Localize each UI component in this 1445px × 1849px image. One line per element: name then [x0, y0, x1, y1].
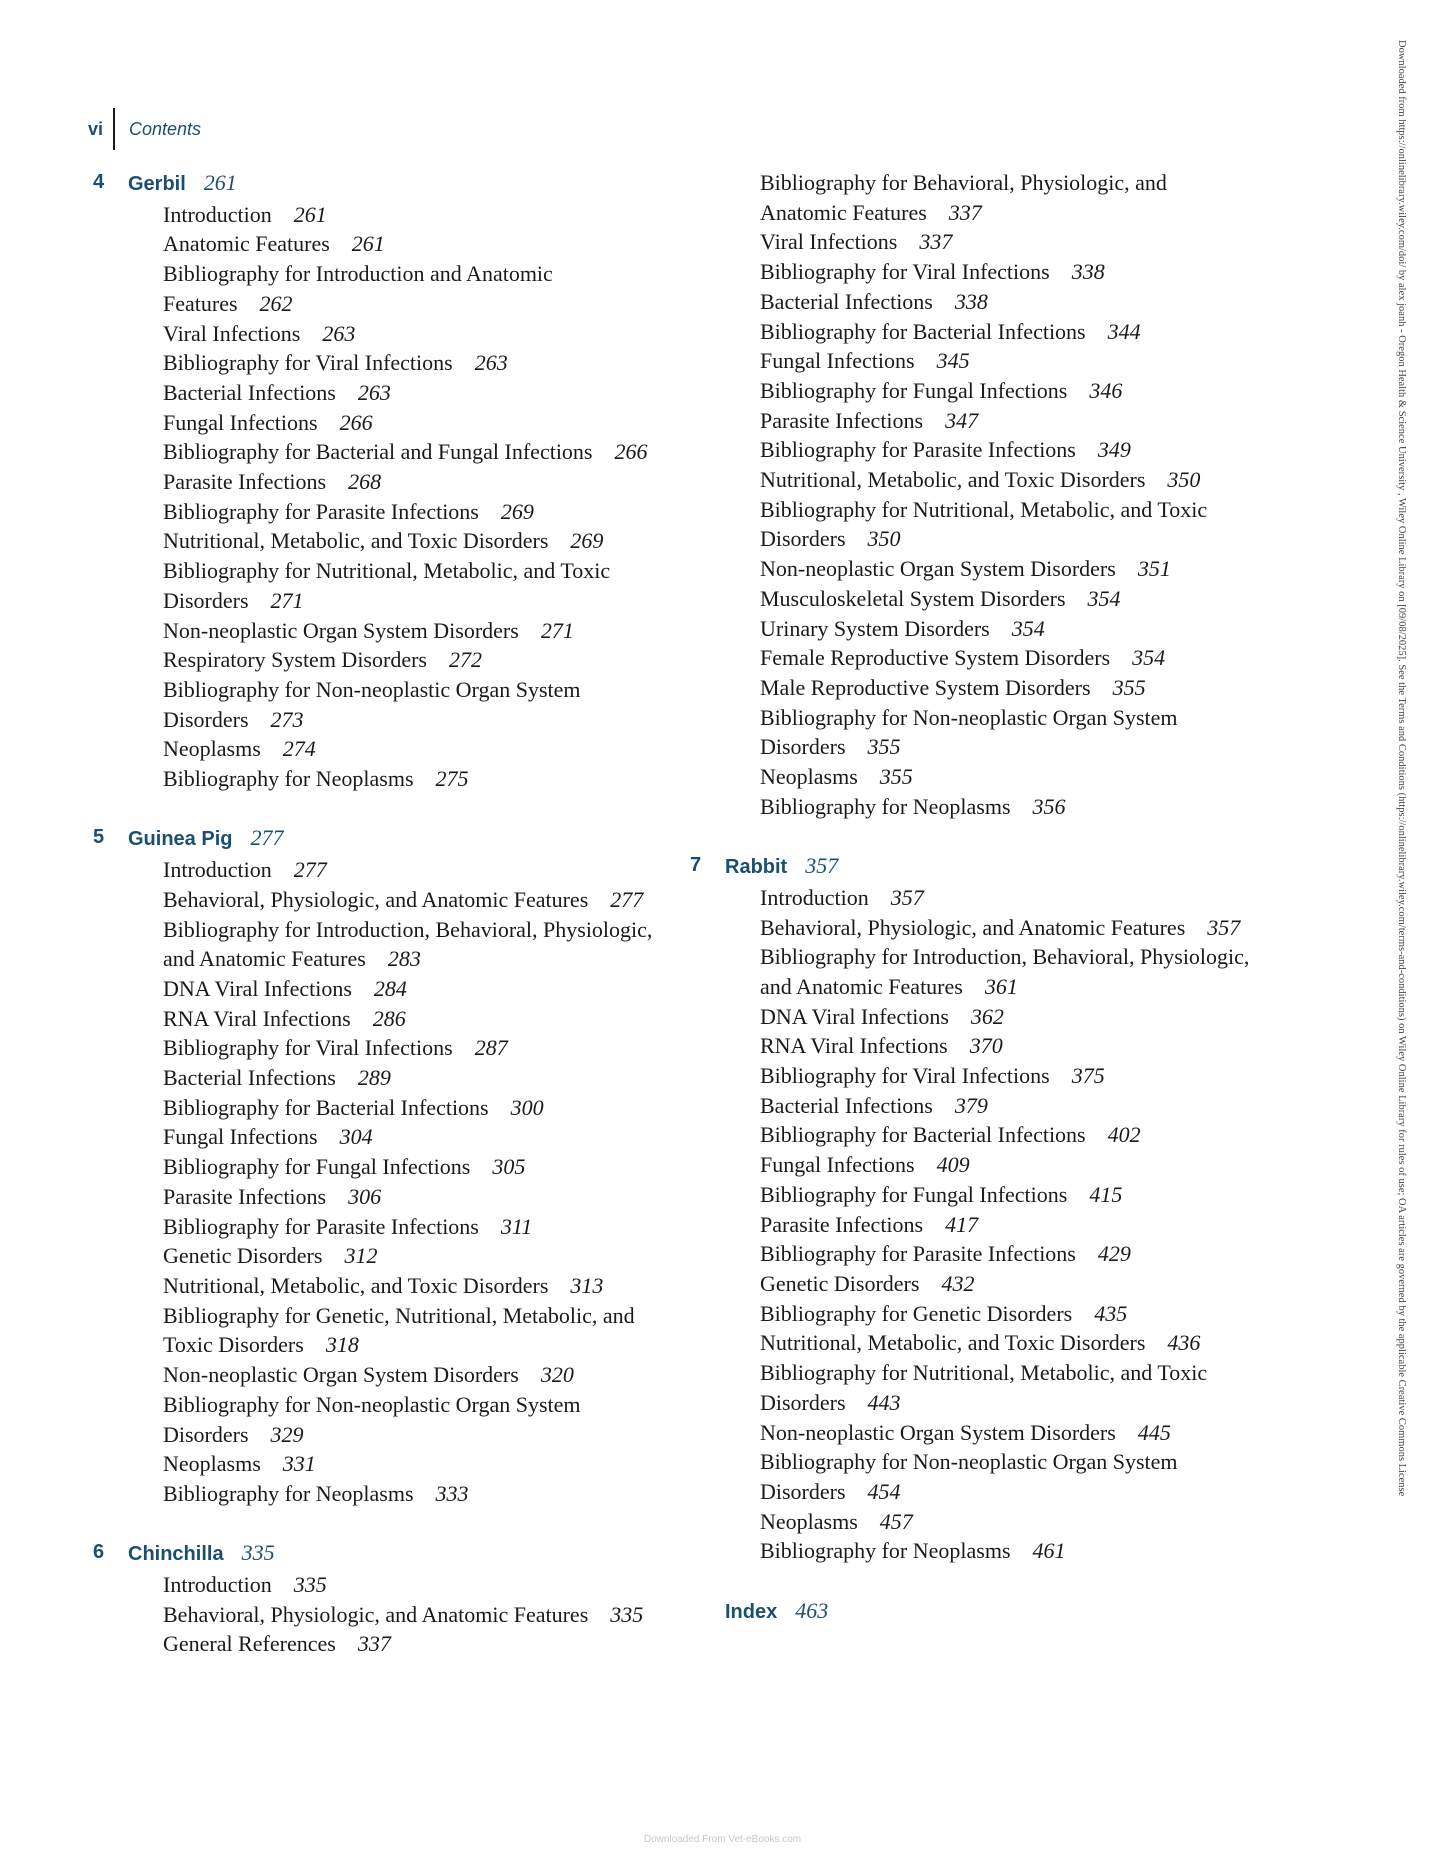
entry-page-number: 283: [387, 946, 421, 972]
toc-entry-continuation[interactable]: [128, 1420, 718, 1450]
toc-entry[interactable]: [128, 645, 718, 675]
chapter-heading[interactable]: [93, 1538, 718, 1570]
entry-title: Non-neoplastic Organ System Disorders: [163, 617, 519, 643]
entry-page-number: 287: [474, 1035, 508, 1061]
entry-title: RNA Viral Infections: [760, 1033, 948, 1059]
toc-entry[interactable]: [725, 643, 1315, 673]
chapter-page-number: 463: [795, 1597, 829, 1623]
toc-entry[interactable]: [128, 1004, 718, 1034]
toc-entry[interactable]: [725, 227, 1315, 257]
entry-page-number: 436: [1167, 1330, 1201, 1356]
entry-page-number: 266: [614, 439, 648, 465]
entry-page-number: 318: [325, 1332, 359, 1358]
entry-page-number: 345: [936, 348, 970, 374]
entry-page-number: 263: [474, 350, 508, 376]
entry-title: Neoplasms: [760, 1508, 858, 1534]
chapter-title: Index: [725, 1600, 778, 1623]
entry-title: Bibliography for Bacterial and Fungal Infections: [163, 439, 593, 465]
entry-title: Nutritional, Metabolic, and Toxic Disorders: [760, 467, 1146, 493]
toc-entry[interactable]: [725, 792, 1315, 822]
entry-page-number: 274: [282, 736, 316, 762]
toc-entry[interactable]: [725, 1299, 1315, 1329]
entry-page-number: 337: [948, 199, 982, 225]
entry-title: Parasite Infections: [760, 407, 924, 433]
entry-page-number: 338: [1071, 259, 1105, 285]
entry-title: Bibliography for Genetic, Nutritional, Metabolic, and: [163, 1302, 635, 1328]
toc-entry[interactable]: [725, 913, 1315, 943]
toc-entry[interactable]: [725, 168, 1315, 198]
entry-title: Bibliography for Fungal Infections: [163, 1154, 471, 1180]
chapter-heading[interactable]: [690, 851, 1315, 883]
toc-entry[interactable]: [128, 1600, 718, 1630]
toc-entry[interactable]: [128, 1093, 718, 1123]
entry-page-number: 351: [1137, 556, 1171, 582]
entry-page-number: 432: [941, 1271, 975, 1296]
toc-entry[interactable]: [128, 259, 718, 289]
toc-entry[interactable]: [128, 348, 718, 378]
toc-entry[interactable]: [128, 855, 718, 885]
entry-title: Anatomic Features: [163, 231, 330, 257]
toc-entry[interactable]: [725, 1447, 1315, 1477]
toc-chapter: [93, 823, 718, 1508]
entry-title: Nutritional, Metabolic, and Toxic Disorders: [163, 528, 549, 554]
entry-page-number: 356: [1032, 793, 1066, 819]
toc-entry[interactable]: [725, 465, 1315, 495]
entry-page-number: 355: [867, 734, 901, 760]
toc-entry[interactable]: [128, 675, 718, 705]
entry-page-number: 305: [492, 1154, 526, 1180]
footer-watermark: Downloaded From Vet-eBooks.com: [643, 1834, 802, 1845]
entry-page-number: 417: [945, 1211, 979, 1237]
toc-entry[interactable]: [128, 1449, 718, 1479]
entry-page-number: 263: [357, 379, 391, 405]
toc-entry[interactable]: [725, 376, 1315, 406]
toc-entry-continuation[interactable]: [725, 524, 1315, 554]
entry-title: Bibliography for Parasite Infections: [760, 1241, 1076, 1267]
entry-title: Female Reproductive System Disorders: [760, 645, 1111, 671]
toc-entry[interactable]: [128, 616, 718, 646]
entry-title: Parasite Infections: [163, 469, 327, 495]
entry-page-number: 409: [936, 1152, 970, 1178]
entry-page-number: 375: [1071, 1063, 1105, 1089]
entry-title: Nutritional, Metabolic, and Toxic Disorders: [760, 1330, 1146, 1356]
entry-page-number: 415: [1089, 1181, 1123, 1207]
toc-entry[interactable]: [725, 762, 1315, 792]
toc-entry[interactable]: [128, 467, 718, 497]
chapter-number: 7: [690, 854, 702, 877]
toc-entry[interactable]: [725, 317, 1315, 347]
entry-title: Bibliography for Bacterial Infections: [760, 318, 1086, 344]
toc-entry[interactable]: [725, 1418, 1315, 1448]
entry-page-number: 277: [293, 857, 327, 883]
entry-page-number: 300: [510, 1094, 544, 1120]
toc-chapter: [725, 168, 1315, 821]
chapter-number: 6: [93, 1541, 105, 1564]
entry-title: Musculoskeletal System Disorders: [760, 585, 1066, 611]
entry-page-number: 337: [919, 229, 953, 255]
toc-entry[interactable]: [725, 1507, 1315, 1537]
entry-title: Urinary System Disorders: [760, 615, 990, 641]
entry-page-number: 306: [348, 1183, 382, 1209]
entry-title: Bacterial Infections: [760, 288, 933, 314]
entry-page-number: 312: [344, 1243, 378, 1269]
toc-entry[interactable]: [128, 526, 718, 556]
toc-entry[interactable]: [128, 974, 718, 1004]
entry-page-number: 269: [500, 498, 534, 524]
toc-entry[interactable]: [725, 257, 1315, 287]
entry-page-number: 357: [890, 884, 924, 910]
entry-page-number: 454: [867, 1478, 901, 1504]
entry-title: Bacterial Infections: [163, 379, 336, 405]
toc-entry-continuation[interactable]: [725, 732, 1315, 762]
toc-entry-continuation[interactable]: [128, 1330, 718, 1360]
entry-title: Bacterial Infections: [760, 1092, 933, 1118]
entry-title: Bibliography for Parasite Infections: [760, 437, 1076, 463]
entry-title: Bibliography for Viral Infections: [760, 1063, 1050, 1089]
entry-title: Fungal Infections: [163, 409, 318, 435]
chapter-page-number: 277: [250, 825, 284, 851]
entry-page-number: 266: [339, 409, 373, 435]
toc-chapter: [725, 1596, 1315, 1628]
toc-entry[interactable]: [128, 734, 718, 764]
entry-title: Bacterial Infections: [163, 1065, 336, 1091]
entry-page-number: 350: [867, 526, 901, 552]
toc-entry[interactable]: [725, 614, 1315, 644]
header-title: Contents: [129, 118, 202, 139]
entry-title: Bibliography for Non-neoplastic Organ System: [760, 1449, 1178, 1475]
toc-entry[interactable]: [128, 1390, 718, 1420]
toc-entry[interactable]: [128, 1212, 718, 1242]
toc-entry[interactable]: [128, 408, 718, 438]
toc-entry[interactable]: [128, 556, 718, 586]
entry-title: Bibliography for Bacterial Infections: [760, 1122, 1086, 1148]
entry-title-continued: Features: [163, 290, 238, 316]
toc-entry[interactable]: [725, 1061, 1315, 1091]
toc-entry[interactable]: [128, 1301, 718, 1331]
toc-entry[interactable]: [128, 437, 718, 467]
entry-title: Bibliography for Nutritional, Metabolic, and Toxic: [760, 1360, 1208, 1386]
toc-entry[interactable]: [128, 200, 718, 230]
entry-title: Genetic Disorders: [760, 1271, 920, 1296]
entry-title: Bibliography for Neoplasms: [163, 1480, 414, 1506]
entry-page-number: 331: [282, 1451, 316, 1477]
entry-title: Fungal Infections: [760, 1152, 915, 1178]
toc-entry[interactable]: [725, 1180, 1315, 1210]
entry-title-continued: Toxic Disorders: [163, 1332, 304, 1358]
entry-title: Bibliography for Nutritional, Metabolic, and Toxic: [760, 496, 1208, 522]
entry-page-number: 311: [500, 1213, 533, 1239]
toc-entry[interactable]: [725, 1150, 1315, 1180]
entry-page-number: 362: [970, 1003, 1004, 1029]
entry-page-number: 273: [270, 706, 304, 732]
entry-title: Parasite Infections: [760, 1211, 924, 1237]
entry-page-number: 335: [610, 1601, 644, 1627]
entry-title: Viral Infections: [163, 320, 301, 346]
entry-page-number: 402: [1107, 1122, 1141, 1148]
entry-page-number: 379: [954, 1092, 988, 1118]
entry-title: Parasite Infections: [163, 1183, 327, 1209]
toc-entry[interactable]: [725, 584, 1315, 614]
toc-entry[interactable]: [725, 1002, 1315, 1032]
entry-title: RNA Viral Infections: [163, 1005, 351, 1031]
entry-page-number: 271: [270, 587, 304, 613]
entry-title-continued: Disorders: [163, 587, 249, 613]
entry-page-number: 355: [879, 764, 913, 790]
toc-entry[interactable]: [725, 406, 1315, 436]
entry-page-number: 347: [945, 407, 979, 433]
toc-left-column: [93, 168, 718, 1689]
entry-title: Viral Infections: [760, 229, 898, 255]
entry-title: Bibliography for Introduction, Behavioral, Physiologic,: [760, 944, 1250, 970]
toc-entry[interactable]: [128, 229, 718, 259]
entry-page-number: 354: [1087, 585, 1121, 611]
entry-page-number: 320: [540, 1362, 574, 1388]
chapter-number: 4: [93, 171, 105, 193]
toc-right-column: [690, 168, 1315, 1657]
page-number: vi: [88, 118, 104, 139]
entry-title: Non-neoplastic Organ System Disorders: [760, 556, 1116, 582]
toc-entry-continuation[interactable]: [128, 705, 718, 735]
toc-entry[interactable]: [725, 1031, 1315, 1061]
entry-title-continued: Anatomic Features: [760, 199, 927, 225]
entry-title: Genetic Disorders: [163, 1243, 323, 1269]
entry-page-number: 304: [339, 1124, 373, 1150]
entry-page-number: 289: [357, 1065, 391, 1091]
toc-entry[interactable]: [725, 673, 1315, 703]
entry-page-number: 357: [1207, 914, 1241, 940]
chapter-title: Guinea Pig: [128, 828, 233, 851]
entry-title: Bibliography for Behavioral, Physiologic, and: [760, 170, 1167, 195]
entry-title-continued: Disorders: [163, 1421, 249, 1447]
entry-page-number: 263: [322, 320, 356, 346]
entry-page-number: 275: [435, 766, 469, 792]
entry-title: Fungal Infections: [760, 348, 915, 374]
entry-page-number: 443: [867, 1389, 901, 1415]
toc-entry[interactable]: [128, 1152, 718, 1182]
entry-title: Neoplasms: [760, 764, 858, 790]
chapter-title: Gerbil: [128, 173, 186, 195]
entry-page-number: 461: [1032, 1538, 1066, 1564]
chapter-heading[interactable]: [725, 1596, 1315, 1628]
toc-entry[interactable]: [725, 1328, 1315, 1358]
toc-entry[interactable]: [128, 1360, 718, 1390]
running-header: [88, 108, 201, 150]
entry-title: Bibliography for Parasite Infections: [163, 1213, 479, 1239]
toc-entry[interactable]: [725, 287, 1315, 317]
entry-page-number: 349: [1097, 437, 1131, 463]
toc-entry-continuation[interactable]: [128, 944, 718, 974]
entry-page-number: 370: [969, 1033, 1003, 1059]
entry-title: Introduction: [163, 1572, 272, 1598]
entry-page-number: 337: [357, 1631, 391, 1657]
entry-title: Bibliography for Bacterial Infections: [163, 1094, 489, 1120]
entry-title: Introduction: [760, 884, 869, 910]
toc-entry-continuation[interactable]: [725, 972, 1315, 1002]
toc-entry-continuation[interactable]: [128, 586, 718, 616]
entry-title-continued: and Anatomic Features: [163, 946, 366, 972]
toc-entry[interactable]: [725, 1358, 1315, 1388]
entry-title: Introduction: [163, 857, 272, 883]
toc-chapter: [93, 168, 718, 794]
entry-page-number: 271: [540, 617, 574, 643]
chapter-title: Rabbit: [725, 856, 788, 879]
entry-page-number: 329: [270, 1421, 304, 1447]
entry-page-number: 445: [1137, 1419, 1171, 1445]
entry-title-continued: Disorders: [760, 734, 846, 760]
toc-entry[interactable]: [128, 1241, 718, 1271]
entry-title: Bibliography for Viral Infections: [163, 350, 453, 376]
toc-entry[interactable]: [725, 1269, 1315, 1299]
toc-entry[interactable]: [128, 1629, 718, 1659]
entry-title: Neoplasms: [163, 1451, 261, 1477]
entry-page-number: 333: [435, 1480, 469, 1506]
toc-entry[interactable]: [725, 1239, 1315, 1269]
download-notice: Downloaded from https://onlinelibrary.wiley.com/doi/ by alex joanh - Oregon Health & Science University , Wiley Online Library on [09/08/2025]. See the Terms and Conditions (https://onlinelibrary.wiley.com/terms-and-conditions) on Wiley Online Library for rules of use; OA articles are governed by the applicable Creative Commons License: [1396, 40, 1407, 1497]
entry-page-number: 344: [1107, 318, 1141, 344]
entry-page-number: 355: [1112, 674, 1146, 700]
entry-title: Male Reproductive System Disorders: [760, 674, 1091, 700]
toc-chapter: [93, 1538, 718, 1659]
entry-page-number: 261: [293, 201, 327, 227]
entry-title: Bibliography for Viral Infections: [163, 1035, 453, 1061]
entry-page-number: 457: [879, 1508, 913, 1534]
entry-page-number: 354: [1132, 645, 1166, 671]
entry-page-number: 272: [448, 647, 482, 673]
toc-entry[interactable]: [725, 883, 1315, 913]
entry-title: Bibliography for Non-neoplastic Organ System: [163, 676, 581, 702]
entry-title: Bibliography for Viral Infections: [760, 259, 1050, 285]
entry-title: Bibliography for Neoplasms: [163, 766, 414, 792]
toc-entry[interactable]: [725, 554, 1315, 584]
entry-title: DNA Viral Infections: [760, 1003, 949, 1029]
entry-title: Behavioral, Physiologic, and Anatomic Features: [760, 914, 1186, 940]
chapter-heading[interactable]: [93, 823, 718, 855]
entry-page-number: 335: [293, 1572, 327, 1598]
entry-page-number: 286: [372, 1005, 406, 1031]
toc-entry[interactable]: [128, 497, 718, 527]
entry-page-number: 361: [984, 973, 1018, 999]
toc-entry[interactable]: [128, 1479, 718, 1509]
entry-title: Bibliography for Non-neoplastic Organ System: [163, 1391, 581, 1417]
toc-chapter: [690, 851, 1315, 1566]
entry-title: Behavioral, Physiologic, and Anatomic Features: [163, 886, 589, 912]
entry-title: Bibliography for Fungal Infections: [760, 377, 1068, 403]
entry-title: Behavioral, Physiologic, and Anatomic Features: [163, 1601, 589, 1627]
entry-title: Non-neoplastic Organ System Disorders: [163, 1362, 519, 1388]
chapter-title: Chinchilla: [128, 1543, 224, 1566]
toc-entry[interactable]: [128, 1122, 718, 1152]
toc-entry[interactable]: [128, 1063, 718, 1093]
entry-page-number: 261: [351, 231, 385, 257]
toc-entry-continuation[interactable]: [725, 198, 1315, 228]
entry-title: Bibliography for Nutritional, Metabolic, and Toxic: [163, 558, 611, 584]
toc-entry[interactable]: [725, 1091, 1315, 1121]
entry-title-continued: Disorders: [760, 526, 846, 552]
toc-entry[interactable]: [725, 346, 1315, 376]
toc-entry[interactable]: [725, 435, 1315, 465]
entry-page-number: 338: [954, 288, 988, 314]
toc-entry[interactable]: [725, 1120, 1315, 1150]
chapter-page-number: 261: [203, 170, 237, 195]
entry-page-number: 277: [610, 886, 644, 912]
entry-title: Bibliography for Neoplasms: [760, 1538, 1011, 1564]
entry-page-number: 354: [1011, 615, 1045, 641]
toc-entry[interactable]: [128, 764, 718, 794]
chapter-page-number: 357: [805, 853, 839, 879]
entry-page-number: 346: [1089, 377, 1123, 403]
toc-entry[interactable]: [725, 942, 1315, 972]
entry-title: DNA Viral Infections: [163, 975, 352, 1001]
entry-title: Nutritional, Metabolic, and Toxic Disorders: [163, 1273, 549, 1298]
toc-entry[interactable]: [725, 703, 1315, 733]
entry-title: Bibliography for Introduction, Behavioral, Physiologic,: [163, 916, 653, 942]
entry-page-number: 429: [1097, 1241, 1131, 1267]
toc-entry[interactable]: [128, 1271, 718, 1301]
toc-entry-continuation[interactable]: [128, 289, 718, 319]
entry-page-number: 262: [259, 290, 293, 316]
entry-title-continued: Disorders: [760, 1389, 846, 1415]
toc-entry[interactable]: [128, 319, 718, 349]
entry-title-continued: Disorders: [760, 1478, 846, 1504]
toc-entry[interactable]: [128, 378, 718, 408]
entry-page-number: 268: [348, 469, 382, 495]
entry-page-number: 435: [1094, 1300, 1128, 1326]
toc-entry-continuation[interactable]: [725, 1388, 1315, 1418]
entry-page-number: 313: [570, 1273, 604, 1298]
entry-title: Respiratory System Disorders: [163, 647, 427, 673]
toc-entry[interactable]: [128, 1033, 718, 1063]
entry-title: Bibliography for Genetic Disorders: [760, 1300, 1073, 1326]
toc-entry-continuation[interactable]: [725, 1477, 1315, 1507]
toc-entry[interactable]: [128, 915, 718, 945]
toc-entry[interactable]: [128, 1570, 718, 1600]
entry-title: Bibliography for Neoplasms: [760, 793, 1011, 819]
entry-page-number: 284: [373, 975, 407, 1001]
entry-page-number: 269: [570, 528, 604, 554]
toc-entry[interactable]: [128, 885, 718, 915]
entry-title: Introduction: [163, 201, 272, 227]
entry-title: Bibliography for Non-neoplastic Organ System: [760, 704, 1178, 730]
chapter-page-number: 335: [241, 1540, 275, 1566]
entry-title-continued: Disorders: [163, 706, 249, 732]
entry-title: General References: [163, 1631, 336, 1657]
entry-title-continued: and Anatomic Features: [760, 973, 963, 999]
toc-entry[interactable]: [725, 1210, 1315, 1240]
entry-title: Non-neoplastic Organ System Disorders: [760, 1419, 1116, 1445]
entry-title: Bibliography for Parasite Infections: [163, 498, 479, 524]
entry-page-number: 350: [1167, 467, 1201, 493]
chapter-heading[interactable]: [93, 168, 718, 200]
toc-entry[interactable]: [725, 1536, 1315, 1566]
entry-title: Neoplasms: [163, 736, 261, 762]
toc-entry[interactable]: [725, 495, 1315, 525]
entry-title: Bibliography for Fungal Infections: [760, 1181, 1068, 1207]
entry-title: Fungal Infections: [163, 1124, 318, 1150]
entry-title: Bibliography for Introduction and Anatomic: [163, 261, 553, 287]
toc-entry[interactable]: [128, 1182, 718, 1212]
chapter-number: 5: [93, 826, 105, 849]
